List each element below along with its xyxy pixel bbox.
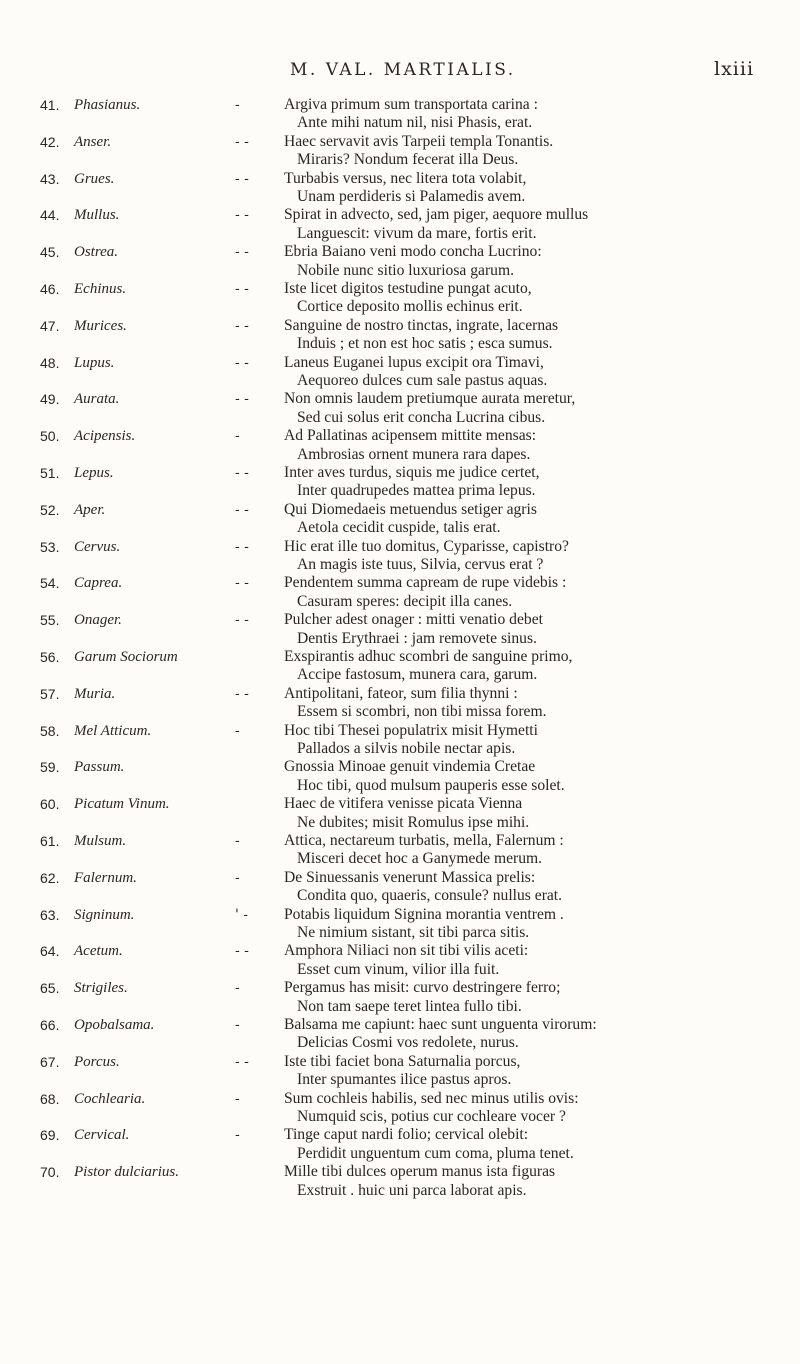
entry-number: 70. <box>40 1164 60 1181</box>
leader-dash: - - <box>235 170 249 187</box>
entry-number: 41. <box>40 97 60 113</box>
leader-dash: ' - <box>235 906 249 923</box>
verse <box>284 906 796 943</box>
leader-dash: - <box>235 1090 240 1107</box>
entry-title: Cochlearia. <box>74 1090 146 1107</box>
verse-line-2: Dentis Erythraei : jam removete sinus. <box>297 629 537 647</box>
verse-line-1: Ebria Baiano veni modo concha Lucrino: <box>284 243 542 261</box>
entry-number: 48. <box>40 354 60 371</box>
page-number: lxiii <box>714 58 755 80</box>
epigram-entry <box>0 648 800 685</box>
epigram-entry <box>0 1053 800 1090</box>
verse-line-2: Inter quadrupedes mattea prima lepus. <box>297 482 536 500</box>
verse-line-1: Iste licet digitos testudine pungat acuto, <box>284 279 532 297</box>
leader-dash: - - <box>235 575 249 592</box>
verse-line-1: Sanguine de nostro tinctas, ingrate, lacernas <box>284 316 559 334</box>
entry-number: 69. <box>40 1127 60 1144</box>
entry-number: 61. <box>40 832 60 849</box>
verse-line-2: Condita quo, quaeris, consule? nullus erat. <box>297 887 563 905</box>
verse-line-2: Nobile nunc sitio luxuriosa garum. <box>297 261 514 279</box>
entry-title: Passum. <box>74 759 125 776</box>
entry-number: 62. <box>40 869 60 886</box>
verse <box>284 685 796 722</box>
leader-dash: - - <box>235 685 249 702</box>
epigram-entry <box>0 758 800 795</box>
verse-line-1: De Sinuessanis venerunt Massica prelis: <box>284 868 536 886</box>
verse <box>284 243 796 280</box>
entry-title: Mel Atticum. <box>74 722 152 739</box>
entry-title: Ostrea. <box>74 244 119 261</box>
verse <box>284 501 796 538</box>
entry-title: Anser. <box>74 133 112 150</box>
verse <box>284 1163 796 1200</box>
epigram-entry <box>0 611 800 648</box>
verse-line-2: Pallados a silvis nobile nectar apis. <box>297 739 516 757</box>
entry-title: Echinus. <box>74 280 127 297</box>
entry-title: Phasianus. <box>74 97 141 113</box>
entry-number: 53. <box>40 538 60 555</box>
entry-title: Pistor dulciarius. <box>74 1164 180 1181</box>
entry-title: Onager. <box>74 612 122 629</box>
entry-number: 57. <box>40 685 60 702</box>
verse-line-1: Mille tibi dulces operum manus ista figuras <box>284 1163 556 1181</box>
verse-line-2: Numquid scis, potius cur cochleare vocer ? <box>297 1107 566 1125</box>
entry-number: 47. <box>40 317 60 334</box>
verse <box>284 206 796 243</box>
epigram-entry <box>0 869 800 906</box>
verse-line-1: Hoc tibi Thesei populatrix misit Hymetti <box>284 721 538 739</box>
entry-number: 55. <box>40 612 60 629</box>
entry-number: 60. <box>40 796 60 813</box>
entry-title: Signinum. <box>74 906 135 923</box>
entry-title: Falernum. <box>74 869 137 886</box>
epigram-entry <box>0 574 800 611</box>
entry-number: 56. <box>40 648 60 665</box>
leader-dash: - - <box>235 244 249 261</box>
entry-title: Caprea. <box>74 575 123 592</box>
leader-dash: - <box>235 97 240 113</box>
verse-line-1: Laneus Euganei lupus excipit ora Timavi, <box>284 353 544 371</box>
entry-number: 65. <box>40 980 60 997</box>
verse <box>284 722 796 759</box>
verse-line-1: Antipolitani, fateor, sum filia thynni : <box>284 684 518 702</box>
entry-number: 43. <box>40 170 60 187</box>
verse-line-1: Amphora Niliaci non sit tibi vilis aceti: <box>284 942 529 960</box>
verse-line-2: Esset cum vinum, vilior illa fuit. <box>297 960 500 978</box>
verse <box>284 758 796 795</box>
leader-dash: - - <box>235 317 249 334</box>
verse-line-2: Aequoreo dulces cum sale pastus aquas. <box>297 371 548 389</box>
verse-line-2: Languescit: vivum da mare, fortis erit. <box>297 224 537 242</box>
verse-line-1: Qui Diomedaeis metuendus setiger agris <box>284 500 537 518</box>
leader-dash: - - <box>235 133 249 150</box>
entry-number: 67. <box>40 1053 60 1070</box>
leader-dash: - - <box>235 612 249 629</box>
verse-line-1: Turbabis versus, nec litera tota volabit, <box>284 169 527 187</box>
leader-dash: - <box>235 428 240 445</box>
epigram-entry <box>0 501 800 538</box>
verse-line-1: Sum cochleis habilis, sed nec minus utilis ovis: <box>284 1089 579 1107</box>
page-header <box>0 60 800 86</box>
verse <box>284 979 796 1016</box>
leader-dash: - - <box>235 501 249 518</box>
verse <box>284 317 796 354</box>
verse-line-1: Hic erat ille tuo domitus, Cyparisse, capistro? <box>284 537 569 555</box>
verse-line-1: Ad Pallatinas acipensem mittite mensas: <box>284 427 537 445</box>
entry-number: 66. <box>40 1016 60 1033</box>
verse-line-2: Ne nimium sistant, sit tibi parca sitis. <box>297 923 530 941</box>
epigram-entry <box>0 538 800 575</box>
verse-line-2: An magis iste tuus, Silvia, cervus erat ? <box>297 555 544 573</box>
verse <box>284 427 796 464</box>
entry-number: 45. <box>40 244 60 261</box>
entry-number: 58. <box>40 722 60 739</box>
epigram-entry <box>0 390 800 427</box>
epigram-entry <box>0 317 800 354</box>
verse-line-1: Haec servavit avis Tarpeii templa Tonantis. <box>284 132 554 150</box>
epigram-entry <box>0 906 800 943</box>
verse <box>284 869 796 906</box>
entry-title: Mullus. <box>74 207 120 224</box>
verse <box>284 1053 796 1090</box>
verse <box>284 1016 796 1053</box>
verse <box>284 280 796 317</box>
entry-title: Muria. <box>74 685 116 702</box>
verse-line-1: Exspirantis adhuc scombri de sanguine primo, <box>284 647 573 665</box>
epigram-entry <box>0 722 800 759</box>
entry-number: 46. <box>40 280 60 297</box>
leader-dash: - <box>235 1016 240 1033</box>
verse <box>284 354 796 391</box>
epigram-entry <box>0 795 800 832</box>
epigram-list <box>0 96 800 1200</box>
entry-title: Acetum. <box>74 943 123 960</box>
leader-dash: - <box>235 980 240 997</box>
entry-number: 63. <box>40 906 60 923</box>
verse-line-2: Sed cui solus erit concha Lucrina cibus. <box>297 408 546 426</box>
verse <box>284 133 796 170</box>
verse-line-2: Miraris? Nondum fecerat illa Deus. <box>297 151 519 169</box>
verse-line-1: Pergamus has misit: curvo destringere ferro; <box>284 979 561 997</box>
leader-dash: - - <box>235 354 249 371</box>
epigram-entry <box>0 464 800 501</box>
verse-line-1: Haec de vitifera venisse picata Vienna <box>284 795 523 813</box>
epigram-entry <box>0 685 800 722</box>
verse-line-2: Non tam saepe teret lintea fullo tibi. <box>297 997 522 1015</box>
entry-number: 49. <box>40 391 60 408</box>
verse <box>284 538 796 575</box>
verse <box>284 464 796 501</box>
entry-title: Garum Sociorum <box>74 648 178 665</box>
verse-line-1: Potabis liquidum Signina morantia ventrem . <box>284 905 564 923</box>
entry-number: 68. <box>40 1090 60 1107</box>
epigram-entry <box>0 942 800 979</box>
entry-title: Murices. <box>74 317 127 334</box>
leader-dash: - - <box>235 207 249 224</box>
entry-title: Lepus. <box>74 464 114 481</box>
epigram-entry <box>0 133 800 170</box>
epigram-entry <box>0 243 800 280</box>
entry-title: Picatum Vinum. <box>74 796 170 813</box>
verse-line-2: Perdidit unguentum cum coma, pluma tenet. <box>297 1144 574 1162</box>
verse <box>284 574 796 611</box>
epigram-entry <box>0 427 800 464</box>
verse <box>284 795 796 832</box>
verse-line-1: Non omnis laudem pretiumque aurata meretur, <box>284 390 576 408</box>
epigram-entry <box>0 979 800 1016</box>
leader-dash: - - <box>235 943 249 960</box>
verse-line-1: Balsama me capiunt: haec sunt unguenta virorum: <box>284 1015 597 1033</box>
verse-line-2: Ambrosias ornent munera rara dapes. <box>297 445 531 463</box>
verse-line-1: Spirat in advecto, sed, jam piger, aequore mullus <box>284 206 589 224</box>
verse-line-1: Inter aves turdus, siquis me judice certet, <box>284 463 540 481</box>
verse <box>284 1090 796 1127</box>
entry-title: Cervical. <box>74 1127 130 1144</box>
verse-line-2: Essem si scombri, non tibi missa forem. <box>297 703 547 721</box>
verse-line-2: Accipe fastosum, munera cara, garum. <box>297 666 538 684</box>
entry-number: 59. <box>40 759 60 776</box>
verse <box>284 170 796 207</box>
verse-line-2: Inter spumantes ilice pastus apros. <box>297 1071 512 1089</box>
leader-dash: - <box>235 1127 240 1144</box>
entry-number: 42. <box>40 133 60 150</box>
entry-title: Porcus. <box>74 1053 120 1070</box>
epigram-entry <box>0 96 800 133</box>
verse-line-1: Iste tibi faciet bona Saturnalia porcus, <box>284 1052 521 1070</box>
entry-title: Mulsum. <box>74 832 127 849</box>
entry-number: 54. <box>40 575 60 592</box>
verse <box>284 648 796 685</box>
epigram-entry <box>0 1016 800 1053</box>
leader-dash: - <box>235 722 240 739</box>
verse-line-2: Cortice deposito mollis echinus erit. <box>297 298 523 316</box>
entry-title: Acipensis. <box>74 428 136 445</box>
verse-line-2: Aetola cecidit cuspide, talis erat. <box>297 519 501 537</box>
verse-line-2: Unam perdideris si Palamedis avem. <box>297 188 526 205</box>
verse <box>284 390 796 427</box>
entry-title: Cervus. <box>74 538 121 555</box>
entry-title: Aurata. <box>74 391 120 408</box>
leader-dash: - <box>235 832 240 849</box>
entry-number: 64. <box>40 943 60 960</box>
verse-line-1: Tinge caput nardi folio; cervical olebit: <box>284 1126 529 1144</box>
verse-line-1: Argiva primum sum transportata carina : <box>284 96 538 113</box>
entry-number: 52. <box>40 501 60 518</box>
entry-title: Strigiles. <box>74 980 128 997</box>
verse-line-1: Attica, nectareum turbatis, mella, Falernum : <box>284 831 564 849</box>
entry-number: 44. <box>40 207 60 224</box>
leader-dash: - <box>235 869 240 886</box>
epigram-entry <box>0 354 800 391</box>
epigram-entry <box>0 280 800 317</box>
verse <box>284 611 796 648</box>
verse-line-2: Misceri decet hoc a Ganymede merum. <box>297 850 543 868</box>
verse-line-2: Hoc tibi, quod mulsum pauperis esse solet. <box>297 776 565 794</box>
verse-line-2: Delicias Cosmi vos redolete, nurus. <box>297 1034 519 1052</box>
leader-dash: - - <box>235 464 249 481</box>
verse-line-2: Ante mihi natum nil, nisi Phasis, erat. <box>297 114 533 132</box>
verse <box>284 1126 796 1163</box>
verse <box>284 96 796 133</box>
running-title: M. VAL. MARTIALIS. <box>290 60 516 80</box>
entry-title: Opobalsama. <box>74 1016 155 1033</box>
epigram-entry <box>0 1163 800 1200</box>
verse <box>284 942 796 979</box>
verse-line-2: Exstruit . huic uni parca laborat apis. <box>297 1181 527 1199</box>
entry-title: Lupus. <box>74 354 115 371</box>
verse-line-2: Induis ; et non est hoc satis ; esca sumus. <box>297 335 553 353</box>
verse-line-2: Ne dubites; misit Romulus ipse mihi. <box>297 813 530 831</box>
leader-dash: - - <box>235 538 249 555</box>
epigram-entry <box>0 832 800 869</box>
entry-number: 51. <box>40 464 60 481</box>
verse-line-2: Casuram speres: decipit illa canes. <box>297 592 513 610</box>
verse-line-1: Pendentem summa capream de rupe videbis : <box>284 574 567 592</box>
verse <box>284 832 796 869</box>
entry-title: Aper. <box>74 501 106 518</box>
entry-title: Grues. <box>74 170 115 187</box>
epigram-entry <box>0 170 800 207</box>
leader-dash: - - <box>235 1053 249 1070</box>
verse-line-1: Pulcher adest onager : mitti venatio debet <box>284 611 543 629</box>
entry-number: 50. <box>40 428 60 445</box>
leader-dash: - - <box>235 280 249 297</box>
epigram-entry <box>0 1126 800 1163</box>
epigram-entry <box>0 206 800 243</box>
epigram-entry <box>0 1090 800 1127</box>
verse-line-1: Gnossia Minoae genuit vindemia Cretae <box>284 758 536 776</box>
leader-dash: - - <box>235 391 249 408</box>
